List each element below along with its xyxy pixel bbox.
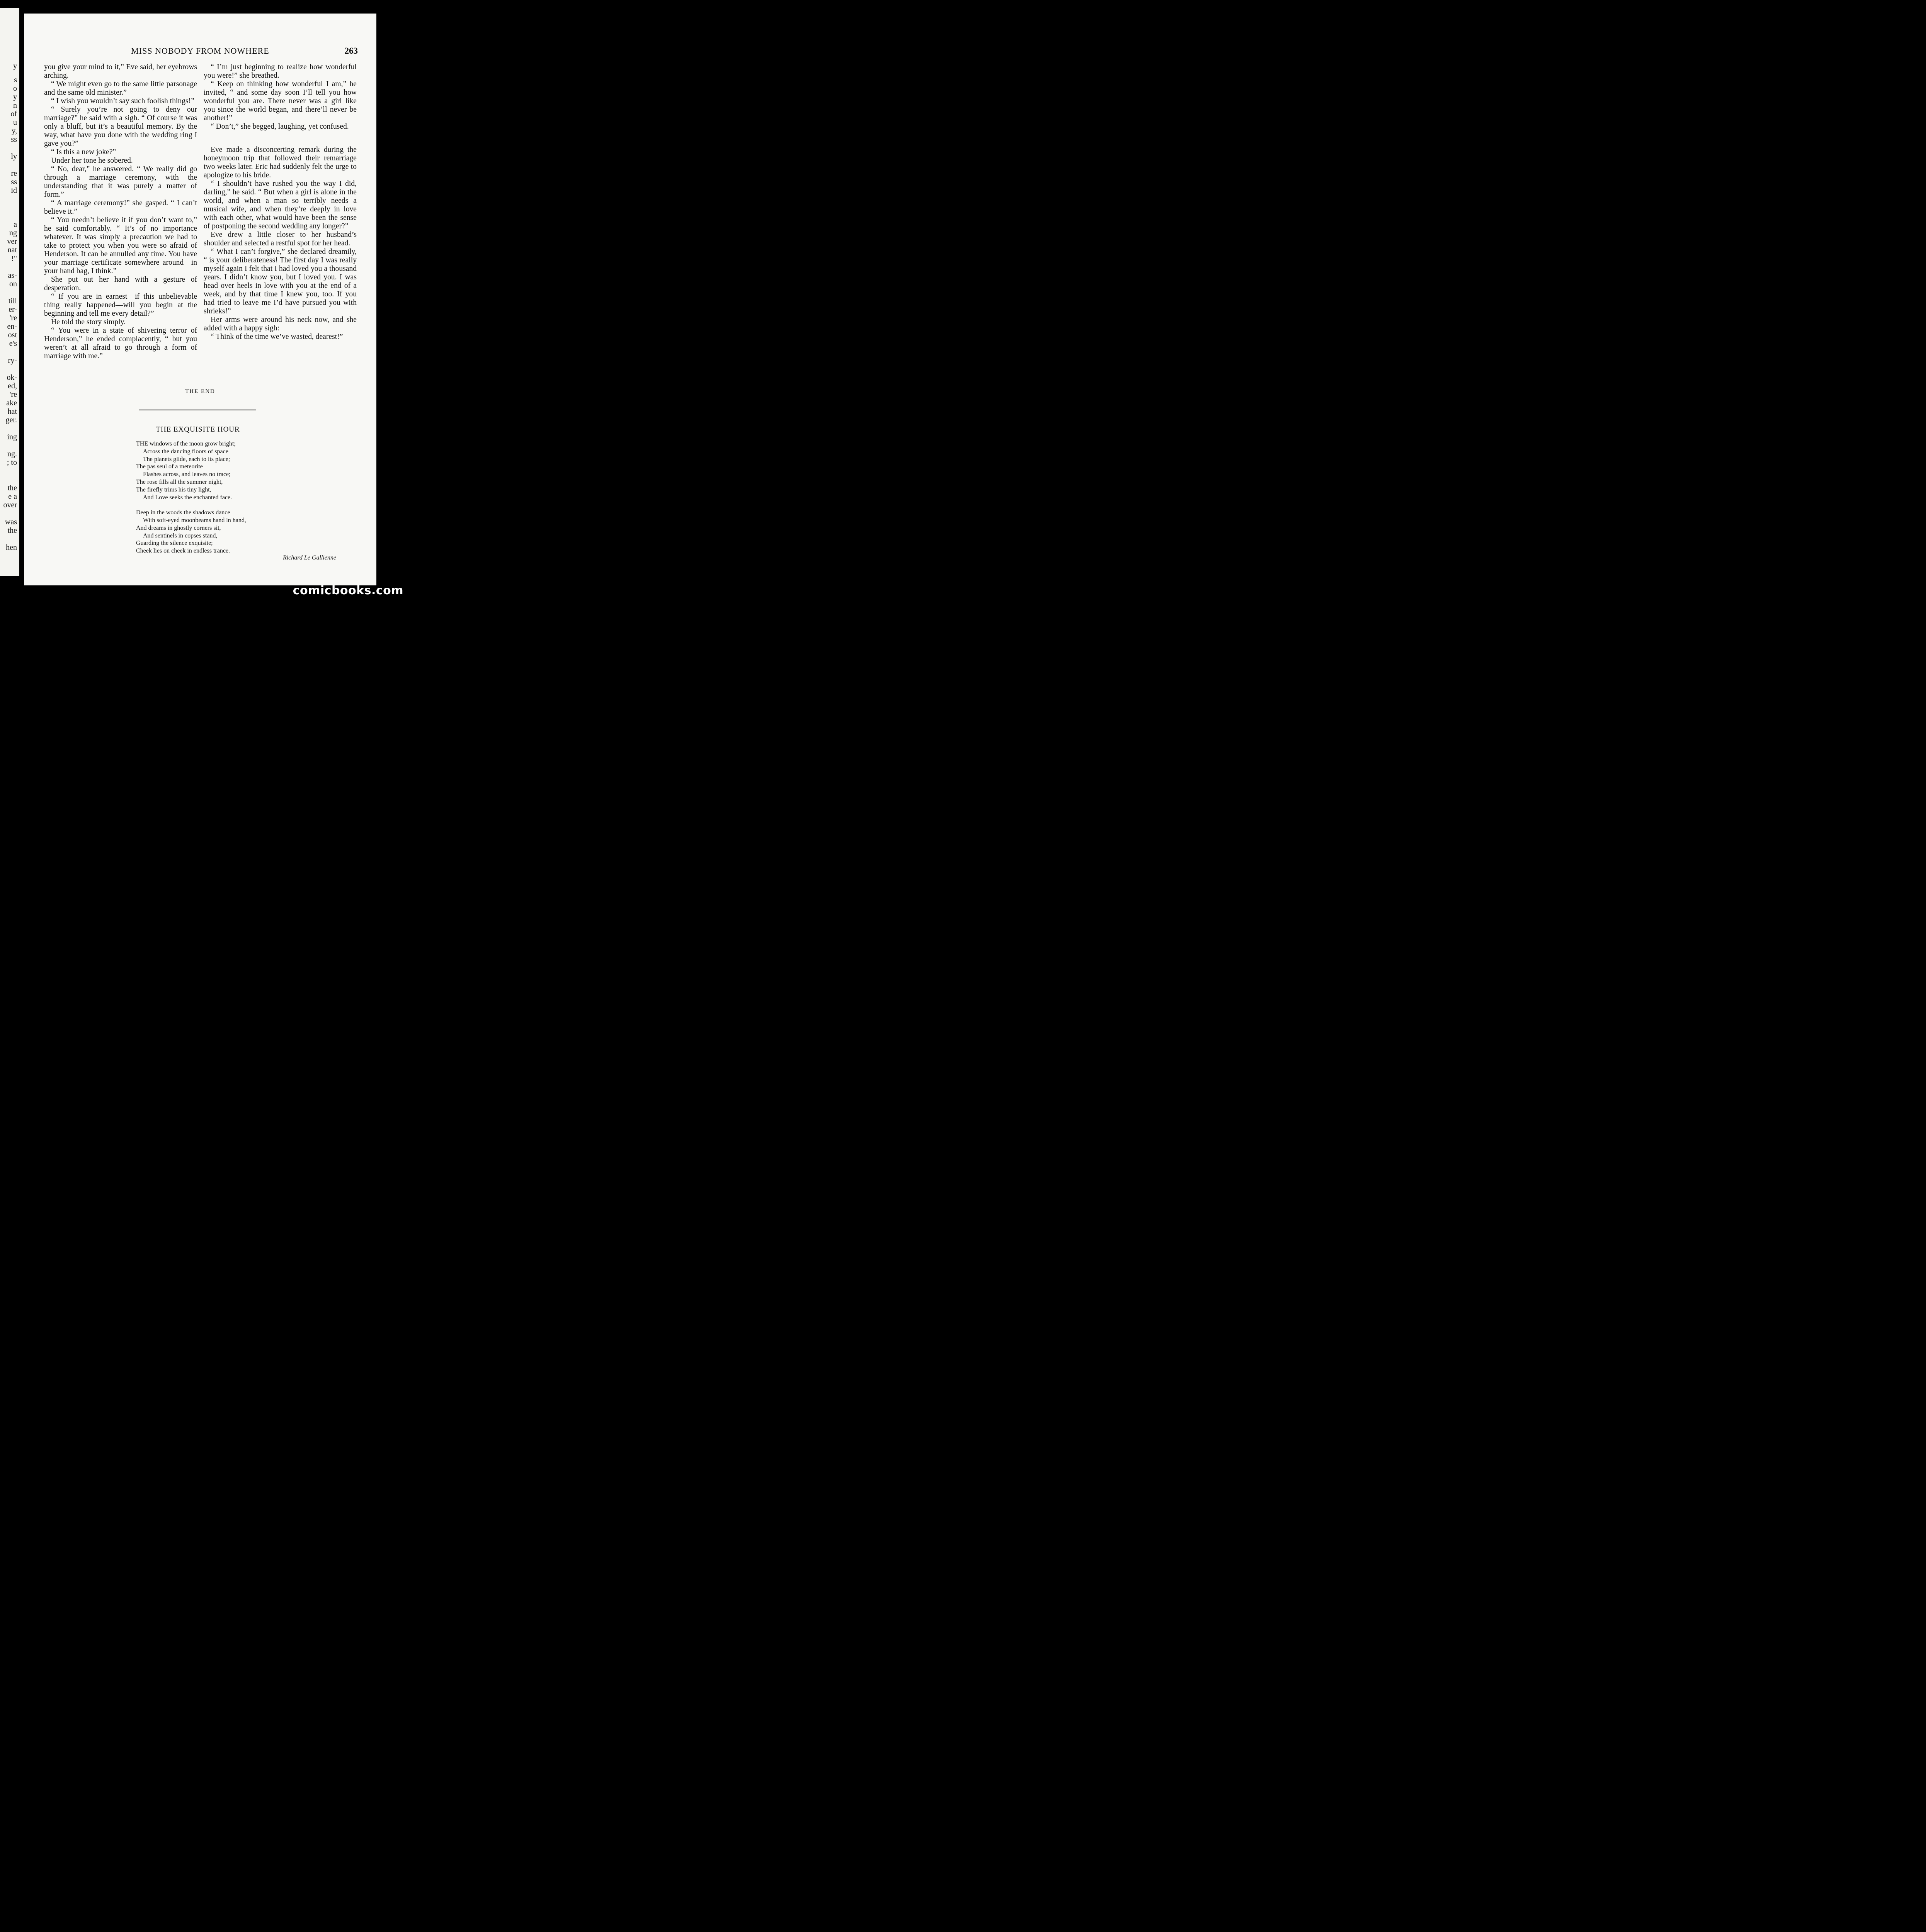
previous-page-fragment: ok-	[7, 373, 17, 382]
paragraph: Her arms were around his neck now, and she added with a happy sigh:	[204, 316, 357, 332]
poem-line: And dreams in ghostly corners sit,	[136, 524, 221, 531]
poem-line: THE windows of the moon grow bright;	[136, 440, 236, 447]
poem-line: Flashes across, and leaves no trace;	[143, 471, 231, 478]
previous-page-fragment: !"	[11, 254, 17, 263]
previous-page-fragment: 're	[9, 314, 17, 322]
paragraph: “ What I can’t forgive,” she declared dreamily, “ is your deliberateness! The first day I was really myself again I felt that I had loved you a thousand years. I didn’t know you, but I loved you. I was head over heels in love with you at the end of a week, and by that time I knew you, too. If you had tried to leave me I’d have pursued you with shrieks!”	[204, 248, 357, 315]
previous-page-fragment: hat	[7, 407, 17, 416]
previous-page-fragment: ss	[11, 178, 17, 186]
site-watermark: comicbooks.com	[293, 584, 403, 597]
poem-line: Guarding the silence exquisite;	[136, 540, 213, 547]
poem-line: The rose fills all the summer night,	[136, 478, 223, 485]
previous-page-edge	[0, 8, 19, 576]
previous-page-fragment: er-	[9, 305, 17, 314]
previous-page-fragment: ng	[9, 229, 17, 237]
poem-line: And sentinels in copses stand,	[143, 532, 218, 539]
previous-page-fragment: ed,	[8, 382, 17, 390]
paragraph: He told the story simply.	[51, 318, 126, 326]
previous-page-fragment: ; to	[7, 458, 17, 467]
previous-page-fragment: ss	[11, 135, 17, 144]
previous-page-fragment: en-	[7, 322, 17, 331]
poem-title: THE EXQUISITE HOUR	[156, 425, 240, 434]
previous-page-fragment: y,	[12, 127, 17, 135]
magazine-page	[24, 14, 376, 585]
poem-line: Cheek lies on cheek in endless trance.	[136, 548, 230, 554]
previous-page-fragment: till	[8, 297, 17, 305]
paragraph: “ Don’t,” she begged, laughing, yet confused.	[211, 122, 349, 131]
paragraph: Eve made a disconcerting remark during the honeymoon trip that followed their remarriage two weeks later. Eric had suddenly felt the urge to apologize to his bride.	[204, 146, 357, 179]
previous-page-fragment: y	[13, 62, 17, 70]
poem-stanza	[136, 509, 298, 555]
previous-page-fragment: hen	[6, 543, 17, 552]
paragraph: “ We might even go to the same little parsonage and the same old minister.”	[44, 80, 197, 97]
previous-page-fragment: over	[3, 501, 17, 509]
poem-line: Deep in the woods the shadows dance	[136, 509, 230, 516]
previous-page-fragment: n	[13, 101, 17, 110]
poem-line: The planets glide, each to its place;	[143, 456, 230, 463]
paragraph: “ If you are in earnest—if this unbelievable thing really happened—will you begin at the beginning and tell me every detail?”	[44, 293, 197, 318]
paragraph: “ Keep on thinking how wonderful I am,” he invited, “ and some day soon I’ll tell you how wonderful you are. There never was a girl like you since the world began, and there’ll never be another!”	[204, 80, 357, 122]
previous-page-fragment: ry-	[8, 356, 17, 365]
previous-page-fragment: the	[7, 484, 17, 492]
previous-page-fragment: ver	[7, 237, 17, 246]
paragraph: “ I shouldn’t have rushed you the way I did, darling,” he said. “ But when a girl is alone in the world, and when a man so terribly needs a musical wife, and when they’re deeply in love with each other, what would have been the sense of postponing the second wedding any longer?”	[204, 180, 357, 230]
paragraph: “ I wish you wouldn’t say such foolish things!”	[51, 97, 194, 105]
previous-page-fragment: e a	[8, 492, 17, 501]
previous-page-fragment: nat	[7, 246, 17, 254]
previous-page-fragment: re	[11, 169, 17, 178]
paragraph: “ A marriage ceremony!” she gasped. “ I can’t believe it.”	[44, 199, 197, 216]
paragraph: “ No, dear,” he answered. “ We really did go through a marriage ceremony, with the understanding that it was purely a matter of form.”	[44, 165, 197, 199]
paragraph: “ Is this a new joke?”	[51, 148, 116, 156]
previous-page-fragment: 're	[9, 390, 17, 399]
previous-page-fragment: y	[13, 93, 17, 101]
paragraph: “ You needn’t believe it if you don’t want to,” he said comfortably. “ It’s of no importance whatever. It was simply a precaution we had to take to protect you when you were so afraid of Henderson. It can be annulled any time. You have your marriage certificate somewhere around—in your hand bag, I think.”	[44, 216, 197, 275]
the-end-label: THE END	[185, 388, 215, 395]
previous-page-fragment: ake	[6, 399, 17, 407]
previous-page-fragment: u	[13, 118, 17, 127]
paragraph: you give your mind to it,” Eve said, her eyebrows arching.	[44, 63, 197, 80]
story-column-left	[44, 63, 197, 361]
page-number: 263	[344, 46, 358, 56]
poem-line: The firefly trims his tiny light,	[136, 486, 211, 493]
previous-page-fragment: ng.	[7, 450, 17, 458]
previous-page-fragment: on	[9, 280, 17, 288]
poem-body	[136, 440, 298, 563]
poem-line: With soft-eyed moonbeams hand in hand,	[143, 517, 246, 524]
previous-page-fragment: as-	[8, 271, 17, 280]
paragraph: “ Surely you’re not going to deny our marriage?” he said with a sigh. “ Of course it was only a bluff, but it’s a beautiful memory. By the way, what have you done with the wedding ring I gave you?”	[44, 105, 197, 148]
previous-page-fragment: s	[14, 76, 17, 84]
paragraph: Under her tone he sobered.	[51, 156, 133, 165]
story-column-right	[204, 63, 357, 341]
previous-page-fragment: was	[5, 518, 17, 526]
running-head-title: MISS NOBODY FROM NOWHERE	[131, 46, 269, 56]
running-head	[24, 46, 376, 57]
previous-page-fragment: of	[10, 110, 17, 118]
poem-line: And Love seeks the enchanted face.	[143, 494, 232, 501]
paragraph: “ You were in a state of shivering terror of Henderson,” he ended complacently, “ but you weren’t at all afraid to go through a form of marriage with me.”	[44, 327, 197, 360]
previous-page-fragment: e's	[9, 339, 17, 348]
previous-page-fragment: o	[13, 84, 17, 93]
poem-line: The pas seul of a meteorite	[136, 463, 203, 470]
poem-line: Across the dancing floors of space	[143, 448, 228, 455]
previous-page-fragment: the	[7, 526, 17, 535]
previous-page-fragment: ost	[8, 331, 17, 339]
previous-page-fragment: ly	[11, 152, 17, 161]
previous-page-fragment: ger.	[5, 416, 17, 424]
paragraph: “ I’m just beginning to realize how wonderful you were!” she breathed.	[204, 63, 357, 80]
poem-author: Richard Le Gallienne	[282, 554, 336, 561]
paragraph: “ Think of the time we’ve wasted, dearest!”	[211, 333, 343, 341]
poem-stanza	[136, 440, 298, 501]
paragraph: She put out her hand with a gesture of desperation.	[44, 276, 197, 292]
previous-page-fragment: ing	[7, 433, 17, 441]
previous-page-fragment: id	[11, 186, 17, 195]
paragraph: Eve drew a little closer to her husband’s shoulder and selected a restful spot for her head.	[204, 231, 357, 247]
previous-page-fragment: a	[14, 220, 17, 229]
